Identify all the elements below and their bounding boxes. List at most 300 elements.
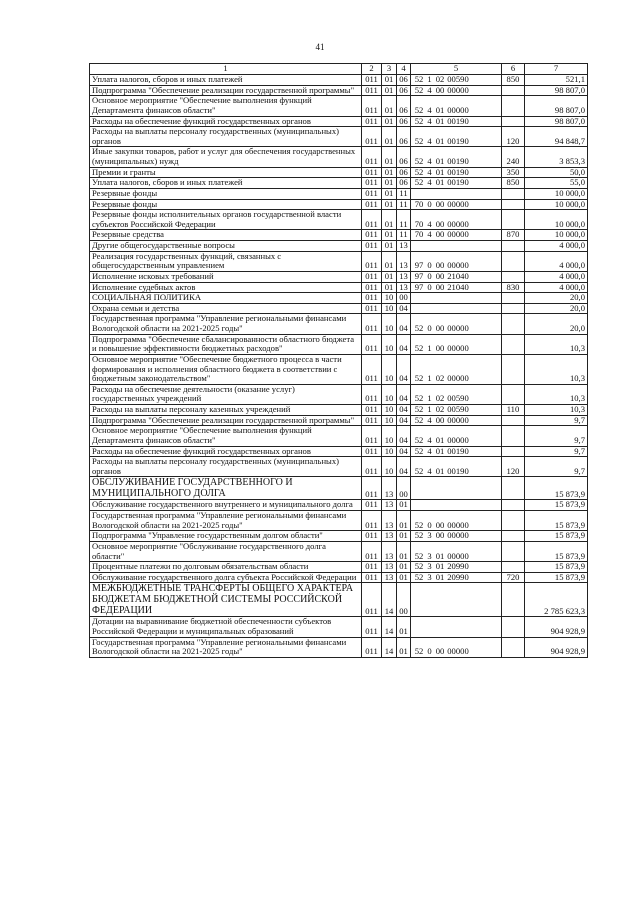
cell-target-article — [411, 637, 502, 657]
row-name: Основное мероприятие "Обеспечение выполнения функций Департамента финансов области" — [90, 96, 362, 116]
target-article-part: 52 — [414, 167, 424, 177]
table-row — [90, 96, 588, 116]
cell-podrazdel: 04 — [397, 354, 411, 384]
table-row — [90, 500, 588, 511]
cell-sum: 20,0 — [525, 314, 588, 334]
header-cell: 4 — [397, 64, 411, 75]
cell-razdel: 01 — [382, 188, 397, 199]
cell-sum: 98 807,0 — [525, 85, 588, 96]
row-name: Подпрограмма "Управление государственным долгом области" — [90, 531, 362, 542]
target-article-part: 4 — [427, 446, 432, 456]
cell-razdel: 13 — [382, 541, 397, 561]
cell-podrazdel: 13 — [397, 251, 411, 271]
target-article-part: 3 — [427, 550, 432, 561]
table-row — [90, 178, 588, 189]
header-cell: 1 — [90, 64, 362, 75]
cell-expense-type — [502, 562, 525, 573]
table-row — [90, 199, 588, 210]
cell-expense-type: 120 — [502, 127, 525, 147]
target-article-part: 4 — [427, 229, 432, 240]
target-article-part: 4 — [427, 218, 432, 229]
cell-target-article — [411, 562, 502, 573]
cell-glava: 011 — [362, 314, 382, 334]
cell-glava: 011 — [362, 617, 382, 637]
cell-razdel: 01 — [382, 230, 397, 241]
row-name: Дотации на выравнивание бюджетной обеспеченности субъектов Российской Федерации и муниципальных образований — [90, 617, 362, 637]
cell-podrazdel: 01 — [397, 637, 411, 657]
target-article-part: 00 — [435, 415, 445, 425]
cell-target-article — [411, 116, 502, 127]
target-article-part: 00 — [435, 199, 445, 209]
cell-glava: 011 — [362, 531, 382, 542]
cell-razdel: 13 — [382, 511, 397, 531]
target-article-part: 00 — [435, 343, 445, 354]
cell-glava: 011 — [362, 178, 382, 189]
target-article-part: 00000 — [447, 646, 469, 657]
cell-glava: 011 — [362, 384, 382, 404]
cell-podrazdel: 01 — [397, 617, 411, 637]
target-article-part: 1 — [427, 404, 432, 414]
cell-sum: 904 928,9 — [525, 637, 588, 657]
cell-glava: 011 — [362, 405, 382, 416]
target-article-part: 52 — [414, 373, 424, 384]
cell-target-article — [411, 96, 502, 116]
target-article-part: 01 — [435, 561, 445, 572]
target-article-part: 00000 — [447, 229, 469, 240]
cell-podrazdel: 11 — [397, 188, 411, 199]
cell-glava: 011 — [362, 583, 382, 617]
target-article-part: 00590 — [447, 404, 469, 414]
cell-glava: 011 — [362, 572, 382, 583]
row-name: Подпрограмма "Обеспечение реализации государственной программы" — [90, 415, 362, 426]
cell-razdel: 01 — [382, 85, 397, 96]
cell-sum: 4 000,0 — [525, 251, 588, 271]
target-article-part: 00000 — [447, 373, 469, 384]
cell-target-article — [411, 167, 502, 178]
cell-expense-type: 830 — [502, 282, 525, 293]
cell-glava: 011 — [362, 637, 382, 657]
target-article-part: 52 — [414, 156, 424, 166]
cell-expense-type — [502, 477, 525, 500]
target-article-part: 52 — [414, 572, 424, 582]
cell-podrazdel: 13 — [397, 282, 411, 293]
target-article-part: 4 — [427, 135, 432, 146]
target-article-part: 1 — [427, 373, 432, 384]
row-name: Расходы на обеспечение функций государственных органов — [90, 446, 362, 457]
cell-expense-type — [502, 541, 525, 561]
row-name: Расходы на выплаты персоналу государственных (муниципальных) органов — [90, 127, 362, 147]
cell-razdel: 10 — [382, 457, 397, 477]
cell-razdel: 01 — [382, 75, 397, 86]
row-name: Резервные фонды — [90, 188, 362, 199]
target-article-part: 01 — [435, 572, 445, 582]
cell-sum: 9,7 — [525, 446, 588, 457]
cell-expense-type — [502, 384, 525, 404]
cell-target-article — [411, 303, 502, 314]
target-article-part: 21040 — [447, 271, 469, 281]
cell-expense-type — [502, 446, 525, 457]
target-article-part: 00000 — [447, 85, 469, 95]
cell-podrazdel: 04 — [397, 457, 411, 477]
header-cell: 3 — [382, 64, 397, 75]
cell-razdel: 01 — [382, 199, 397, 210]
table-row — [90, 303, 588, 314]
cell-sum: 10,3 — [525, 354, 588, 384]
target-article-part: 00000 — [447, 260, 469, 271]
target-article-part: 00 — [435, 530, 445, 541]
cell-target-article — [411, 457, 502, 477]
cell-expense-type — [502, 241, 525, 252]
target-article-part: 1 — [427, 393, 432, 404]
cell-sum: 15 873,9 — [525, 531, 588, 542]
cell-razdel: 01 — [382, 96, 397, 116]
cell-podrazdel: 06 — [397, 178, 411, 189]
target-article-part: 3 — [427, 530, 432, 541]
cell-razdel: 01 — [382, 282, 397, 293]
target-article-part: 00000 — [447, 434, 469, 445]
table-row — [90, 75, 588, 86]
cell-podrazdel: 06 — [397, 147, 411, 167]
row-name: Обслуживание государственного долга субъекта Российской Федерации — [90, 572, 362, 583]
cell-target-article — [411, 583, 502, 617]
target-article-part: 4 — [427, 465, 432, 476]
cell-razdel: 14 — [382, 637, 397, 657]
cell-razdel: 14 — [382, 583, 397, 617]
cell-expense-type: 240 — [502, 147, 525, 167]
cell-expense-type — [502, 116, 525, 127]
table-row — [90, 293, 588, 304]
cell-podrazdel: 01 — [397, 562, 411, 573]
target-article-part: 0 — [427, 271, 432, 281]
cell-glava: 011 — [362, 210, 382, 230]
target-article-part: 01 — [435, 465, 445, 476]
cell-glava: 011 — [362, 426, 382, 446]
cell-expense-type — [502, 314, 525, 334]
cell-razdel: 01 — [382, 251, 397, 271]
target-article-part: 01 — [435, 434, 445, 445]
target-article-part: 01 — [435, 116, 445, 126]
cell-sum: 9,7 — [525, 415, 588, 426]
cell-sum: 521,1 — [525, 75, 588, 86]
target-article-part: 4 — [427, 167, 432, 177]
cell-sum: 10 000,0 — [525, 199, 588, 210]
row-name: Основное мероприятие "Обеспечение бюджетного процесса в части формирования и исполнения областного бюджета в соответствии с бюджетным законодательством" — [90, 354, 362, 384]
cell-target-article — [411, 293, 502, 304]
cell-sum: 4 000,0 — [525, 271, 588, 282]
cell-target-article — [411, 147, 502, 167]
target-article-part: 00000 — [447, 530, 469, 541]
cell-sum: 10,3 — [525, 384, 588, 404]
cell-sum: 15 873,9 — [525, 572, 588, 583]
table-row — [90, 426, 588, 446]
row-name: Премии и гранты — [90, 167, 362, 178]
row-name: Резервные средства — [90, 230, 362, 241]
cell-expense-type — [502, 426, 525, 446]
table-row — [90, 147, 588, 167]
cell-expense-type — [502, 251, 525, 271]
cell-target-article — [411, 230, 502, 241]
cell-sum: 10 000,0 — [525, 210, 588, 230]
row-name: Иные закупки товаров, работ и услуг для обеспечения государственных (муниципальных) нужд — [90, 147, 362, 167]
target-article-part: 52 — [414, 343, 424, 354]
cell-podrazdel: 04 — [397, 303, 411, 314]
cell-podrazdel: 01 — [397, 511, 411, 531]
cell-expense-type — [502, 271, 525, 282]
target-article-part: 00 — [435, 85, 445, 95]
target-article-part: 01 — [435, 104, 445, 115]
cell-podrazdel: 11 — [397, 230, 411, 241]
target-article-part: 4 — [427, 415, 432, 425]
cell-glava: 011 — [362, 116, 382, 127]
cell-target-article — [411, 572, 502, 583]
target-article-part: 01 — [435, 446, 445, 456]
cell-razdel: 10 — [382, 314, 397, 334]
cell-podrazdel: 01 — [397, 500, 411, 511]
cell-razdel: 01 — [382, 271, 397, 282]
cell-target-article — [411, 251, 502, 271]
cell-target-article — [411, 334, 502, 354]
table-row — [90, 251, 588, 271]
cell-expense-type — [502, 500, 525, 511]
cell-razdel: 10 — [382, 384, 397, 404]
row-name: Государственная программа "Управление региональными финансами Вологодской области на 2021-2025 годы" — [90, 637, 362, 657]
table-row — [90, 116, 588, 127]
target-article-part: 4 — [427, 85, 432, 95]
row-name: Другие общегосударственные вопросы — [90, 241, 362, 252]
cell-sum: 904 928,9 — [525, 617, 588, 637]
target-article-part: 01 — [435, 550, 445, 561]
table-row — [90, 188, 588, 199]
table-row — [90, 282, 588, 293]
cell-podrazdel: 13 — [397, 271, 411, 282]
target-article-part: 00000 — [447, 415, 469, 425]
cell-podrazdel: 01 — [397, 531, 411, 542]
target-article-part: 01 — [435, 167, 445, 177]
cell-target-article — [411, 531, 502, 542]
cell-sum: 2 785 623,3 — [525, 583, 588, 617]
cell-target-article — [411, 188, 502, 199]
cell-razdel: 10 — [382, 354, 397, 384]
cell-expense-type: 350 — [502, 167, 525, 178]
cell-glava: 011 — [362, 500, 382, 511]
target-article-part: 00 — [435, 646, 445, 657]
cell-expense-type — [502, 415, 525, 426]
cell-glava: 011 — [362, 188, 382, 199]
cell-expense-type: 850 — [502, 178, 525, 189]
cell-glava: 011 — [362, 457, 382, 477]
cell-sum: 4 000,0 — [525, 282, 588, 293]
cell-sum: 50,0 — [525, 167, 588, 178]
cell-podrazdel: 11 — [397, 210, 411, 230]
table-row — [90, 314, 588, 334]
cell-expense-type — [502, 637, 525, 657]
target-article-part: 00000 — [447, 104, 469, 115]
cell-sum: 94 848,7 — [525, 127, 588, 147]
row-name: Охрана семьи и детства — [90, 303, 362, 314]
target-article-part: 00 — [435, 229, 445, 240]
target-article-part: 00190 — [447, 446, 469, 456]
cell-expense-type: 120 — [502, 457, 525, 477]
target-article-part: 01 — [435, 156, 445, 166]
cell-podrazdel: 04 — [397, 405, 411, 416]
cell-podrazdel: 11 — [397, 199, 411, 210]
target-article-part: 0 — [427, 646, 432, 657]
target-article-part: 52 — [414, 323, 424, 333]
cell-sum: 20,0 — [525, 293, 588, 304]
row-name: Расходы на выплаты персоналу государственных (муниципальных) органов — [90, 457, 362, 477]
target-article-part: 52 — [414, 415, 424, 425]
table-row — [90, 617, 588, 637]
target-article-part: 52 — [414, 393, 424, 404]
cell-glava: 011 — [362, 75, 382, 86]
cell-razdel: 01 — [382, 147, 397, 167]
cell-sum: 98 807,0 — [525, 96, 588, 116]
table-row — [90, 85, 588, 96]
cell-razdel: 01 — [382, 167, 397, 178]
cell-target-article — [411, 541, 502, 561]
cell-razdel: 13 — [382, 562, 397, 573]
target-article-part: 00 — [435, 282, 445, 292]
cell-razdel: 10 — [382, 334, 397, 354]
target-article-part: 00 — [435, 218, 445, 229]
target-article-part: 52 — [414, 646, 424, 657]
cell-expense-type — [502, 188, 525, 199]
cell-sum: 15 873,9 — [525, 562, 588, 573]
target-article-part: 1 — [427, 343, 432, 354]
row-name: Государственная программа "Управление региональными финансами Вологодской области на 2021-2025 годы" — [90, 511, 362, 531]
cell-target-article — [411, 354, 502, 384]
table-row — [90, 477, 588, 500]
target-article-part: 00 — [435, 271, 445, 281]
cell-target-article — [411, 85, 502, 96]
row-name: Уплата налогов, сборов и иных платежей — [90, 75, 362, 86]
cell-glava: 011 — [362, 230, 382, 241]
cell-glava: 011 — [362, 354, 382, 384]
cell-razdel: 10 — [382, 426, 397, 446]
cell-podrazdel: 04 — [397, 334, 411, 354]
target-article-part: 00190 — [447, 135, 469, 146]
cell-sum: 98 807,0 — [525, 116, 588, 127]
cell-sum: 10,3 — [525, 334, 588, 354]
target-article-part: 52 — [414, 104, 424, 115]
budget-table — [89, 63, 588, 658]
target-article-part: 52 — [414, 85, 424, 95]
target-article-part: 97 — [414, 260, 424, 271]
cell-glava: 011 — [362, 511, 382, 531]
cell-glava: 011 — [362, 199, 382, 210]
target-article-part: 20990 — [447, 561, 469, 572]
target-article-part: 01 — [435, 135, 445, 146]
cell-sum: 55,0 — [525, 178, 588, 189]
target-article-part: 4 — [427, 104, 432, 115]
target-article-part: 02 — [435, 373, 445, 384]
cell-target-article — [411, 384, 502, 404]
header-cell: 7 — [525, 64, 588, 75]
target-article-part: 00590 — [447, 74, 469, 84]
table-row — [90, 210, 588, 230]
cell-razdel: 01 — [382, 127, 397, 147]
cell-glava: 011 — [362, 415, 382, 426]
cell-expense-type — [502, 293, 525, 304]
table-row — [90, 541, 588, 561]
cell-expense-type — [502, 531, 525, 542]
cell-podrazdel: 00 — [397, 477, 411, 500]
cell-razdel: 13 — [382, 500, 397, 511]
target-article-part: 00000 — [447, 323, 469, 333]
cell-podrazdel: 04 — [397, 426, 411, 446]
cell-expense-type: 720 — [502, 572, 525, 583]
table-row — [90, 457, 588, 477]
target-article-part: 00 — [435, 260, 445, 271]
target-article-part: 70 — [414, 199, 424, 209]
cell-podrazdel: 01 — [397, 572, 411, 583]
cell-podrazdel: 06 — [397, 167, 411, 178]
cell-glava: 011 — [362, 167, 382, 178]
target-article-part: 0 — [427, 282, 432, 292]
cell-podrazdel: 13 — [397, 241, 411, 252]
target-article-part: 1 — [427, 74, 432, 84]
target-article-part: 0 — [427, 260, 432, 271]
table-row — [90, 354, 588, 384]
cell-sum: 15 873,9 — [525, 541, 588, 561]
row-name: Резервные фонды — [90, 199, 362, 210]
table-row — [90, 241, 588, 252]
target-article-part: 00000 — [447, 199, 469, 209]
cell-razdel: 01 — [382, 116, 397, 127]
target-article-part: 0 — [427, 323, 432, 333]
target-article-part: 97 — [414, 282, 424, 292]
cell-razdel: 13 — [382, 572, 397, 583]
cell-glava: 011 — [362, 477, 382, 500]
cell-target-article — [411, 75, 502, 86]
cell-target-article — [411, 405, 502, 416]
cell-target-article — [411, 617, 502, 637]
target-article-part: 70 — [414, 229, 424, 240]
row-name: Реализация государственных функций, связанных с общегосударственным управлением — [90, 251, 362, 271]
cell-expense-type — [502, 511, 525, 531]
cell-razdel: 14 — [382, 617, 397, 637]
cell-podrazdel: 04 — [397, 446, 411, 457]
cell-razdel: 10 — [382, 303, 397, 314]
cell-podrazdel: 06 — [397, 85, 411, 96]
cell-razdel: 13 — [382, 531, 397, 542]
cell-glava: 011 — [362, 562, 382, 573]
table-row — [90, 511, 588, 531]
cell-target-article — [411, 271, 502, 282]
cell-expense-type — [502, 210, 525, 230]
cell-target-article — [411, 500, 502, 511]
cell-glava: 011 — [362, 96, 382, 116]
table-row — [90, 562, 588, 573]
target-article-part: 4 — [427, 156, 432, 166]
row-name: Основное мероприятие "Обслуживание государственного долга области" — [90, 541, 362, 561]
target-article-part: 3 — [427, 561, 432, 572]
target-article-part: 52 — [414, 116, 424, 126]
cell-sum: 20,0 — [525, 303, 588, 314]
cell-sum: 3 853,3 — [525, 147, 588, 167]
target-article-part: 00590 — [447, 393, 469, 404]
cell-podrazdel: 06 — [397, 96, 411, 116]
cell-expense-type — [502, 199, 525, 210]
page-number: 41 — [315, 42, 325, 52]
cell-podrazdel: 04 — [397, 314, 411, 334]
cell-target-article — [411, 199, 502, 210]
target-article-part: 20990 — [447, 572, 469, 582]
cell-expense-type — [502, 85, 525, 96]
target-article-part: 02 — [435, 393, 445, 404]
cell-podrazdel: 06 — [397, 127, 411, 147]
header-cell: 6 — [502, 64, 525, 75]
